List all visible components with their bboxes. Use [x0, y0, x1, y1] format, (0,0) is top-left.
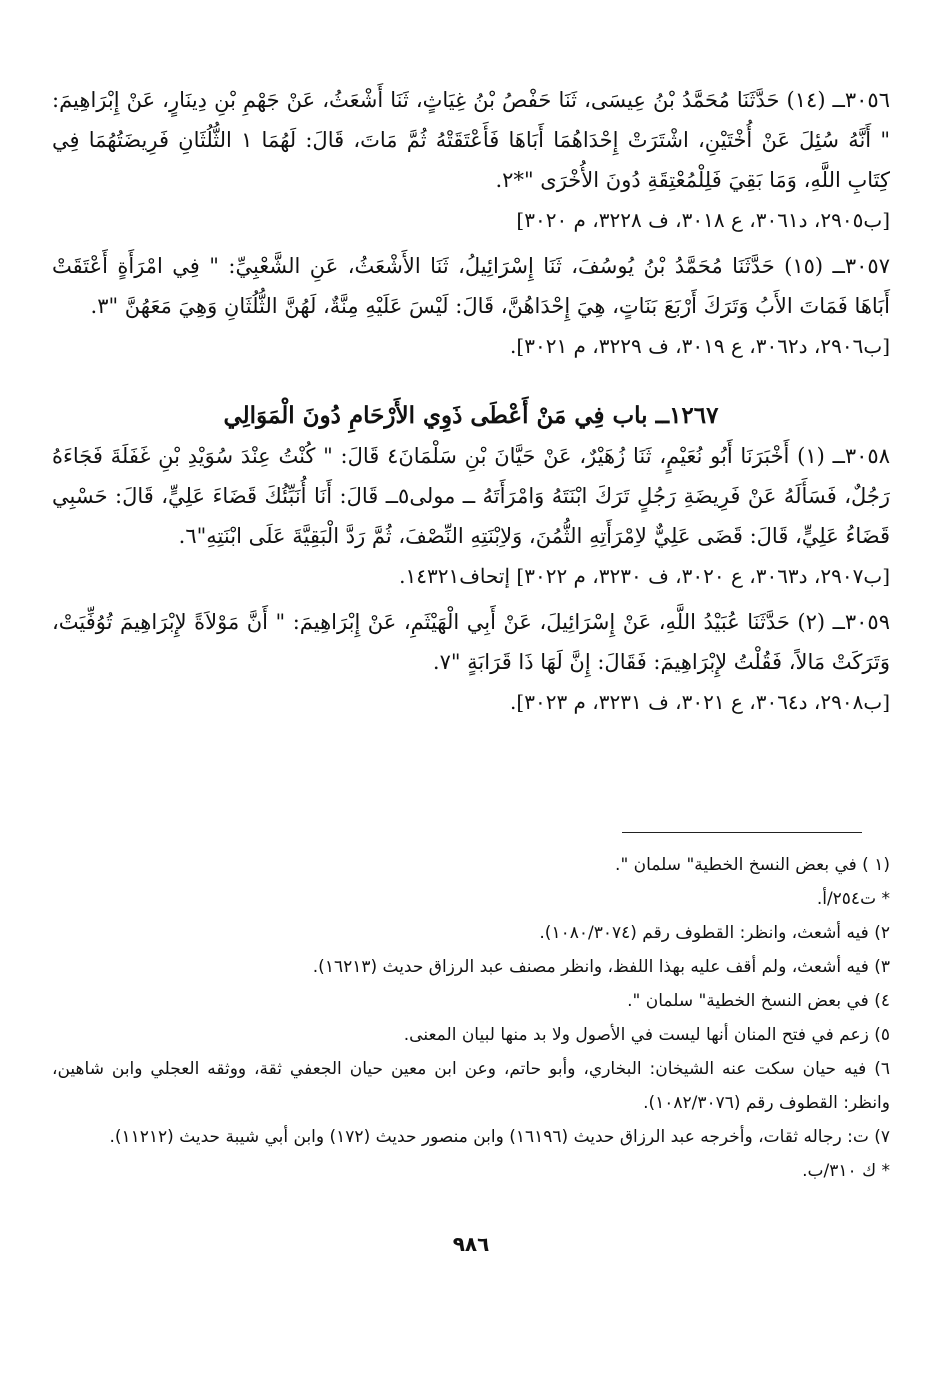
page-number: ٩٨٦ — [452, 1232, 490, 1256]
footnote-star-k: * ك ٣١٠/ب. — [802, 1161, 890, 1181]
footnote-5: ٥) زعم في فتح المنان أنها ليست في الأصول ولا بد منها لبيان المعنى. — [403, 1025, 890, 1045]
chapter-heading: ١٢٦٧ــ باب فِي مَنْ أَعْطَى ذَوِي الأَرْحَامِ دُونَ الْمَوَالِي — [223, 402, 719, 429]
hadith-3058: ٣٠٥٨ــ (١) أَخْبَرَنَا أَبُو نُعَيْمٍ، ثَنَا زُهَيْرٌ، عَنْ حَيَّانَ بْنِ سَلْمَانَ٤ قَالَ: " كُنْتُ عِنْدَ سُوَيْدِ بْنِ غَفَلَةَ فَجَاءَهُ رَجُلٌ، فَسَأَلَهُ عَنْ فَرِيضَةِ رَجُلٍ تَرَكَ ابْنَتَهُ وَامْرَأَتَهُ ــ مولى٥ــ قَالَ: أَنَا أُنَبِّئُكَ قَضَاءَ عَلِيٍّ، قَالَ: حَسْبِي قَضَاءُ عَلِيٍّ، قَالَ: قَضَى عَلِيٌّ لاِمْرَأَتِهِ الثُّمُنَ، وَلاِبْنَتِهِ النِّصْفَ، ثُمَّ رَدَّ الْبَقِيَّةَ عَلَى ابْنَتِهِ"٦. — [52, 444, 890, 548]
footnotes — [52, 848, 890, 1188]
main-text — [52, 80, 890, 728]
footnote-3: ٣) فيه أشعث، ولم أقف عليه بهذا اللفظ، وانظر مصنف عبد الرزاق حديث (١٦٢١٣). — [312, 957, 890, 977]
footnote-6: ٦) فيه حيان سكت عنه الشيخان: البخاري، وأبو حاتم، وعن ابن معين حيان الجعفي ثقة، ووثقه العجلي وابن شاهين، وانظر: القطوف رقم (١٠٨٢/٣٠٧٦). — [52, 1059, 890, 1113]
hadith-3058-sources: [ب٢٩٠٧، د٣٠٦٣، ع ٣٠٢٠، ف ٣٢٣٠، م ٣٠٢٢] إتحاف١٤٣٢١. — [399, 564, 890, 588]
hadith-3056: ٣٠٥٦ــ (١٤) حَدَّثَنَا مُحَمَّدُ بْنُ عِيسَى، ثَنَا حَفْصُ بْنُ غِيَاثٍ، ثَنَا أَشْعَثُ، عَنْ جَهْمِ بْنِ دِينَارٍ، عَنْ إِبْرَاهِيمَ: " أَنَّهُ سُئِلَ عَنْ أُخْتَيْنِ، اشْتَرَتْ إِحْدَاهُمَا أَبَاهَا فَأَعْتَقَتْهُ ثُمَّ مَاتَ، قَالَ: لَهُمَا ١ الثُّلُثَانِ فَرِيضَتُهُمَا فِي كِتَابِ اللَّهِ، وَمَا بَقِيَ فَلِلْمُعْتِقَةِ دُونَ الأُخْرَى "*٢. — [52, 88, 891, 192]
footnote-2: ٢) فيه أشعث، وانظر: القطوف رقم (١٠٨٠/٣٠٧٤). — [539, 923, 890, 943]
hadith-3059: ٣٠٥٩ــ (٢) حَدَّثَنَا عُبَيْدُ اللَّهِ، عَنْ إِسْرَائِيلَ، عَنْ أَبِي الْهَيْثَمِ، عَنْ إِبْرَاهِيمَ: " أَنَّ مَوْلاَةً لإِبْرَاهِيمَ تُوُفِّيَتْ، وَتَرَكَتْ مَالاً، فَقُلْتُ لإِبْرَاهِيمَ: فَقَالَ: إِنَّ لَهَا ذَا قَرَابَةٍ "٧. — [52, 610, 890, 674]
footnote-7: ٧) ت: رجاله ثقات، وأخرجه عبد الرزاق حديث (١٦١٩٦) وابن منصور حديث (١٧٢) وابن أبي شيبة حديث (١١٢١٢). — [109, 1127, 890, 1147]
footnote-star-t: * ت٢٥٤/أ. — [816, 889, 890, 909]
footnote-divider — [622, 832, 862, 833]
hadith-3057-sources: [ب٢٩٠٦، د٣٠٦٢، ع ٣٠١٩، ف ٣٢٢٩، م ٣٠٢١]. — [510, 334, 890, 358]
hadith-3056-sources: [ب٢٩٠٥، د٣٠٦١، ع ٣٠١٨، ف ٣٢٢٨، م ٣٠٢٠] — [516, 208, 890, 232]
hadith-3057: ٣٠٥٧ــ (١٥) حَدَّثَنَا مُحَمَّدُ بْنُ يُوسُفَ، ثَنَا إِسْرَائِيلُ، ثَنَا الأَشْعَثُ، عَنِ الشَّعْبِيِّ: " فِي امْرَأَةٍ أَعْتَقَتْ أَبَاهَا فَمَاتَ الأَبُ وَتَرَكَ أَرْبَعَ بَنَاتٍ، هِيَ إِحْدَاهُنَّ، قَالَ: لَيْسَ عَلَيْهِ مِنَّةٌ، لَهُنَّ الثُّلُثَانِ وَهِيَ مَعَهُنَّ "٣. — [52, 254, 890, 318]
hadith-3059-sources: [ب٢٩٠٨، د٣٠٦٤، ع ٣٠٢١، ف ٣٢٣١، م ٣٠٢٣]. — [510, 690, 890, 714]
footnote-4: ٤) في بعض النسخ الخطية" سلمان ". — [627, 991, 890, 1011]
footnote-1: (١ ) في بعض النسخ الخطية" سلمان ". — [615, 855, 890, 875]
